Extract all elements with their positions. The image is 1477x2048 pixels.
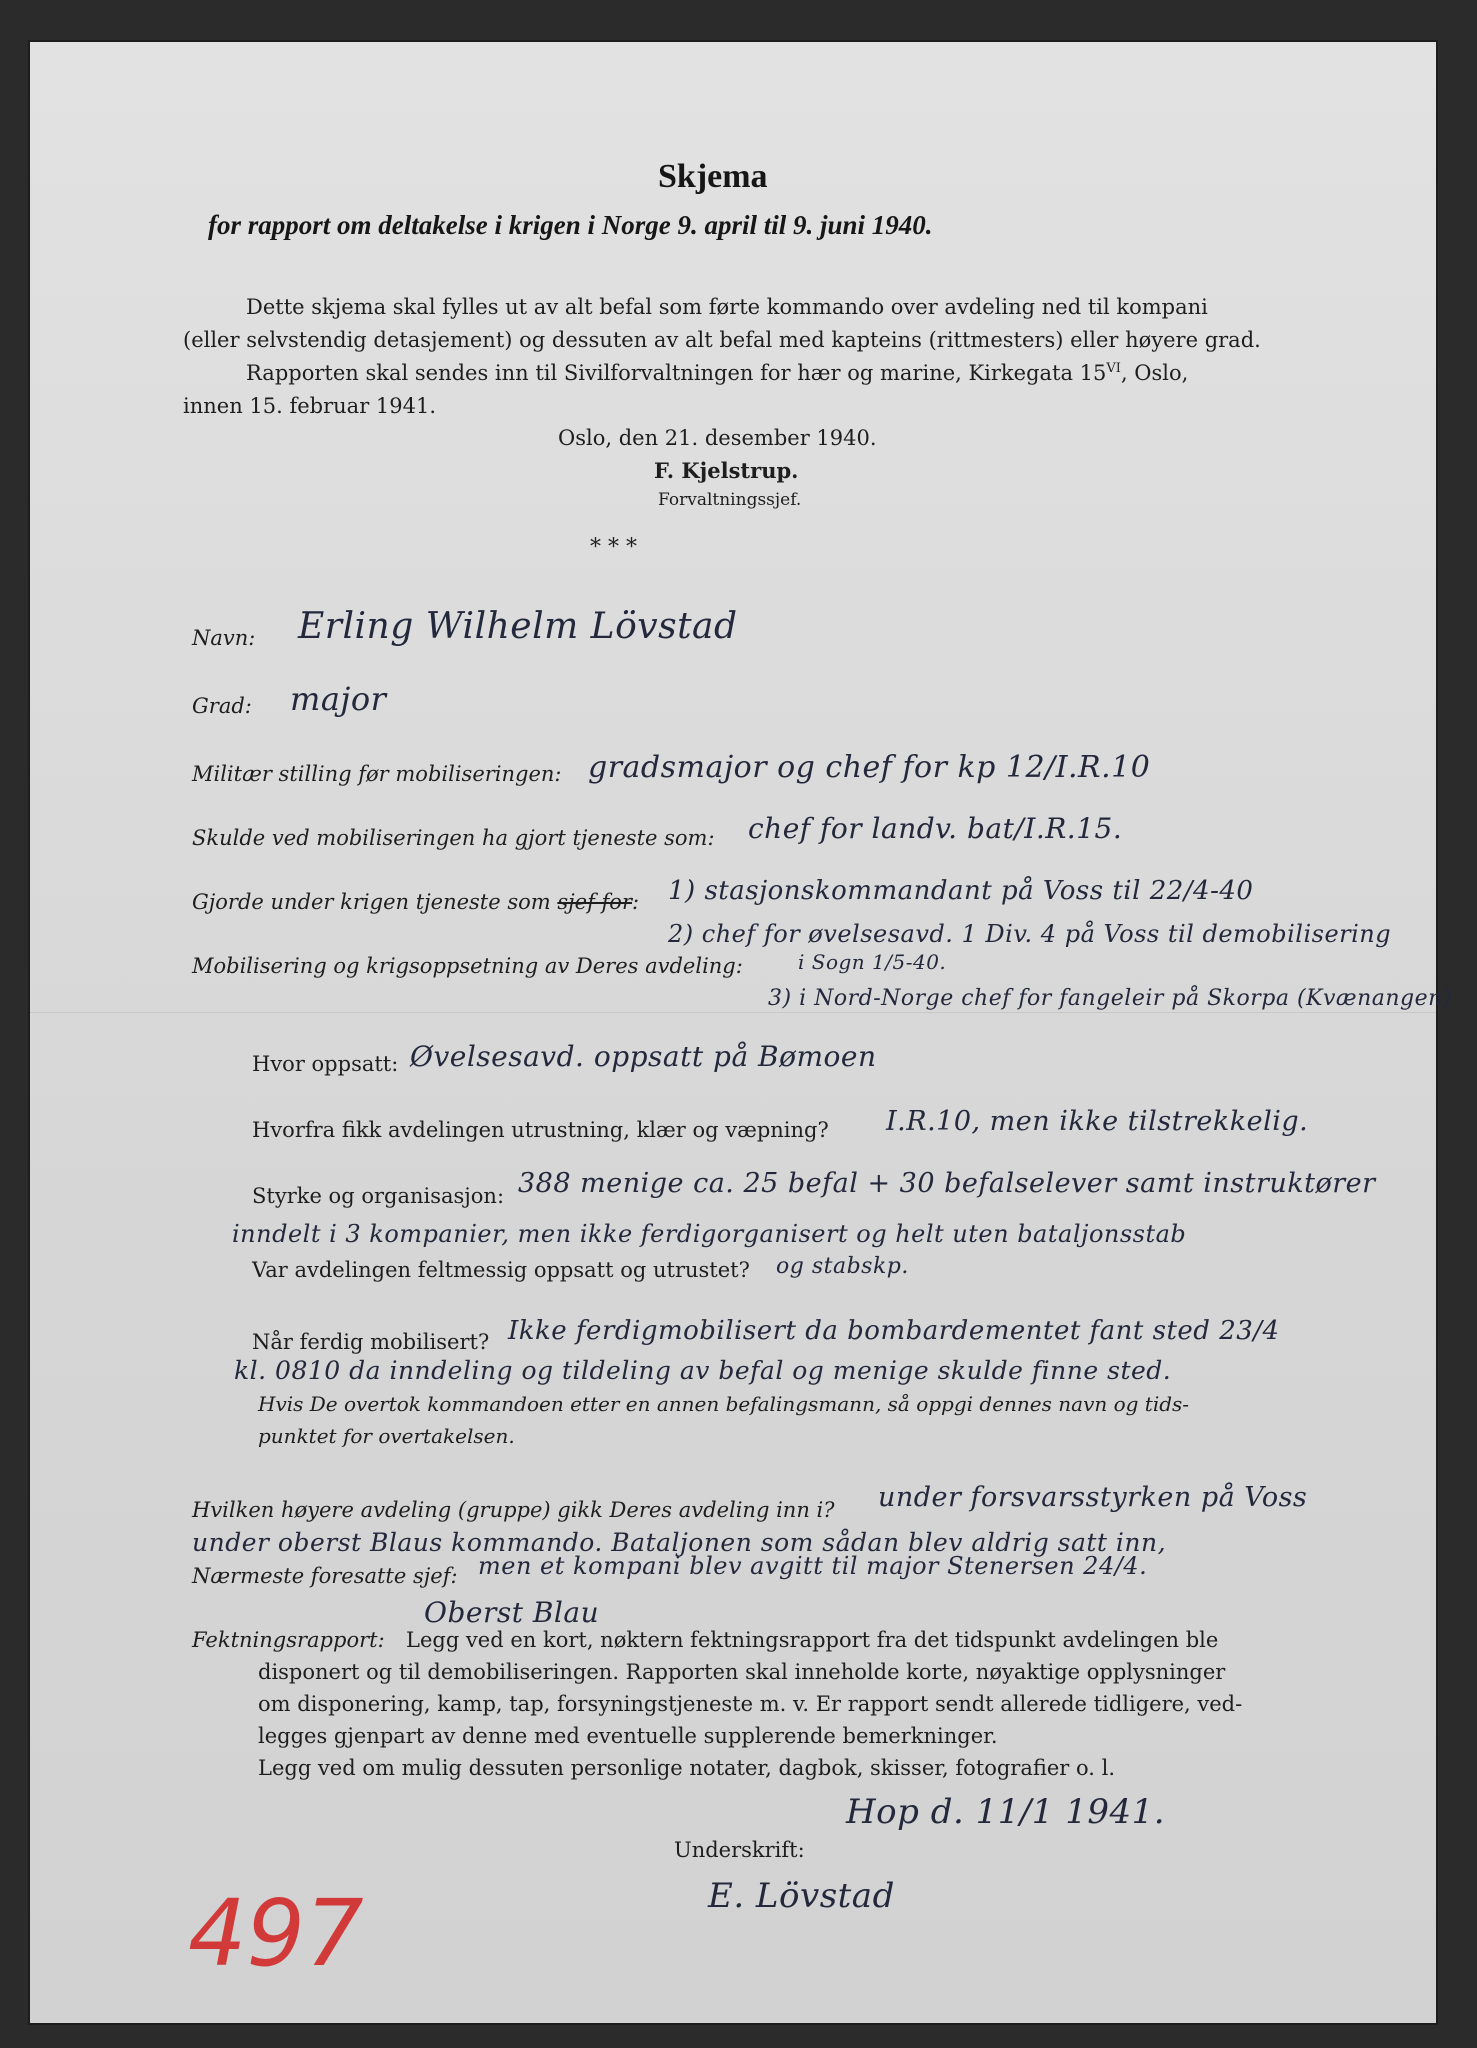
mob-label: Mobilisering og krigsoppsetning av Deres avdeling: — [192, 954, 743, 978]
intro-line-3-sup: VI — [1106, 361, 1121, 376]
naermeste-label: Nærmeste foresatte sjef: — [192, 1564, 458, 1588]
fektning-line-5: Legg ved om mulig dessuten personlige notater, dagbok, skisser, fotografier o. l. — [258, 1756, 1116, 1780]
fektning-label: Fektningsrapport: — [192, 1628, 385, 1652]
mob-value-b: 3) i Nord-Norge chef for fangeleir på Skorpa (Kvænangen) — [768, 986, 1452, 1011]
styrke-value-1: 388 menige ca. 25 befal + 30 befalselever samt instruktører — [518, 1168, 1376, 1199]
grad-label: Grad: — [192, 694, 252, 718]
fektning-line-3: om disponering, kamp, tap, forsyningstjeneste m. v. Er rapport sendt allerede tidligere, ved- — [258, 1692, 1243, 1716]
hvor-label: Hvor oppsatt: — [252, 1052, 399, 1076]
naar-value-2: kl. 0810 da inndeling og tildeling av befal og menige skulde finne sted. — [234, 1356, 1172, 1385]
hvilken-label: Hvilken høyere avdeling (gruppe) gikk Deres avdeling inn i? — [192, 1498, 835, 1522]
gjorde-label — [192, 890, 639, 914]
signature-label: Underskrift: — [674, 1838, 805, 1862]
page-subtitle: for rapport om deltakelse i krigen i Norge 9. april til 9. juni 1940. — [208, 210, 933, 240]
skulde-label: Skulde ved mobiliseringen ha gjort tjeneste som: — [192, 826, 715, 850]
gjorde-value-2: 2) chef for øvelsesavd. 1 Div. 4 på Voss til demobilisering — [668, 920, 1392, 948]
grad-value: major — [290, 680, 387, 718]
hvilken-value-2: under oberst Blaus kommando. Bataljonen som sådan blev aldrig satt inn, — [192, 1528, 1167, 1557]
hvis-line-1: Hvis De overtok kommandoen etter en annen befalingsmann, så oppgi dennes navn og tids- — [258, 1392, 1190, 1416]
intro-line-3 — [246, 361, 1188, 385]
mil-value: gradsmajor og chef for kp 12/I.R.10 — [588, 750, 1151, 785]
hvor-value: Øvelsesavd. oppsatt på Bømoen — [410, 1040, 877, 1073]
archive-number: 497 — [188, 1880, 364, 1987]
intro-place-date: Oslo, den 21. desember 1940. — [558, 426, 877, 450]
styrke-label: Styrke og organisasjon: — [252, 1184, 505, 1208]
skulde-value: chef for landv. bat/I.R.15. — [748, 812, 1123, 845]
intro-line-1: Dette skjema skal fylles ut av alt befal som førte kommando over avdeling ned til kompani — [246, 295, 1208, 319]
intro-signer-title: Forvaltningssjef. — [658, 490, 802, 510]
intro-line-3-end: , Oslo, — [1120, 361, 1189, 385]
styrke-value-2: inndelt i 3 kompanier, men ikke ferdigorganisert og helt uten bataljonsstab — [232, 1220, 1187, 1248]
page-title: Skjema — [658, 158, 768, 195]
navn-value: Erling Wilhelm Lövstad — [298, 606, 738, 647]
mil-label: Militær stilling før mobiliseringen: — [192, 762, 562, 786]
gjorde-label-struck: sjef for — [557, 890, 632, 914]
signature-value: E. Lövstad — [708, 1876, 895, 1916]
naermeste-value-1: men et kompani blev avgitt til major Stenersen 24/4. — [478, 1552, 1148, 1580]
intro-line-2: (eller selvstendig detasjement) og dessuten av alt befal med kapteins (rittmesters) eller høyere grad. — [183, 328, 1261, 352]
intro-line-3-text: Rapporten skal sendes inn til Sivilforvaltningen for hær og marine, Kirkegata 15 — [246, 361, 1107, 385]
separator-stars: * * * — [590, 535, 637, 560]
fektning-line-1: Legg ved en kort, nøktern fektningsrapport fra det tidspunkt avdelingen ble — [406, 1628, 1219, 1652]
var-label: Var avdelingen feltmessig oppsatt og utrustet? — [252, 1258, 750, 1282]
var-value: og stabskp. — [776, 1254, 909, 1279]
intro-signer: F. Kjelstrup. — [654, 458, 799, 483]
fektning-line-4: legges gjenpart av denne med eventuelle supplerende bemerkninger. — [258, 1724, 998, 1748]
intro-line-4: innen 15. februar 1941. — [183, 394, 437, 418]
hvorfra-value: I.R.10, men ikke tilstrekkelig. — [886, 1106, 1309, 1137]
hvilken-value-1: under forsvarsstyrken på Voss — [878, 1482, 1308, 1513]
hvorfra-label: Hvorfra fikk avdelingen utrustning, klær og væpning? — [252, 1118, 829, 1142]
gjorde-label-colon: : — [632, 890, 640, 914]
gjorde-label-text: Gjorde under krigen tjeneste som — [192, 890, 551, 914]
signature-date: Hop d. 11/1 1941. — [846, 1792, 1166, 1832]
mob-value-a: i Sogn 1/5-40. — [798, 950, 947, 974]
fektning-line-2: disponert og til demobiliseringen. Rapporten skal inneholde korte, nøyaktige opplysninger — [258, 1660, 1226, 1684]
gjorde-value-1: 1) stasjonskommandant på Voss til 22/4-40 — [668, 876, 1254, 906]
naar-label: Når ferdig mobilisert? — [252, 1330, 490, 1354]
fold-line — [28, 1012, 1438, 1013]
navn-label: Navn: — [192, 626, 256, 650]
hvis-line-2: punktet for overtakelsen. — [258, 1424, 515, 1448]
document-page — [28, 40, 1452, 2025]
naar-value-1: Ikke ferdigmobilisert da bombardementet fant sted 23/4 — [508, 1316, 1280, 1346]
naermeste-value-2: Oberst Blau — [424, 1596, 600, 1629]
